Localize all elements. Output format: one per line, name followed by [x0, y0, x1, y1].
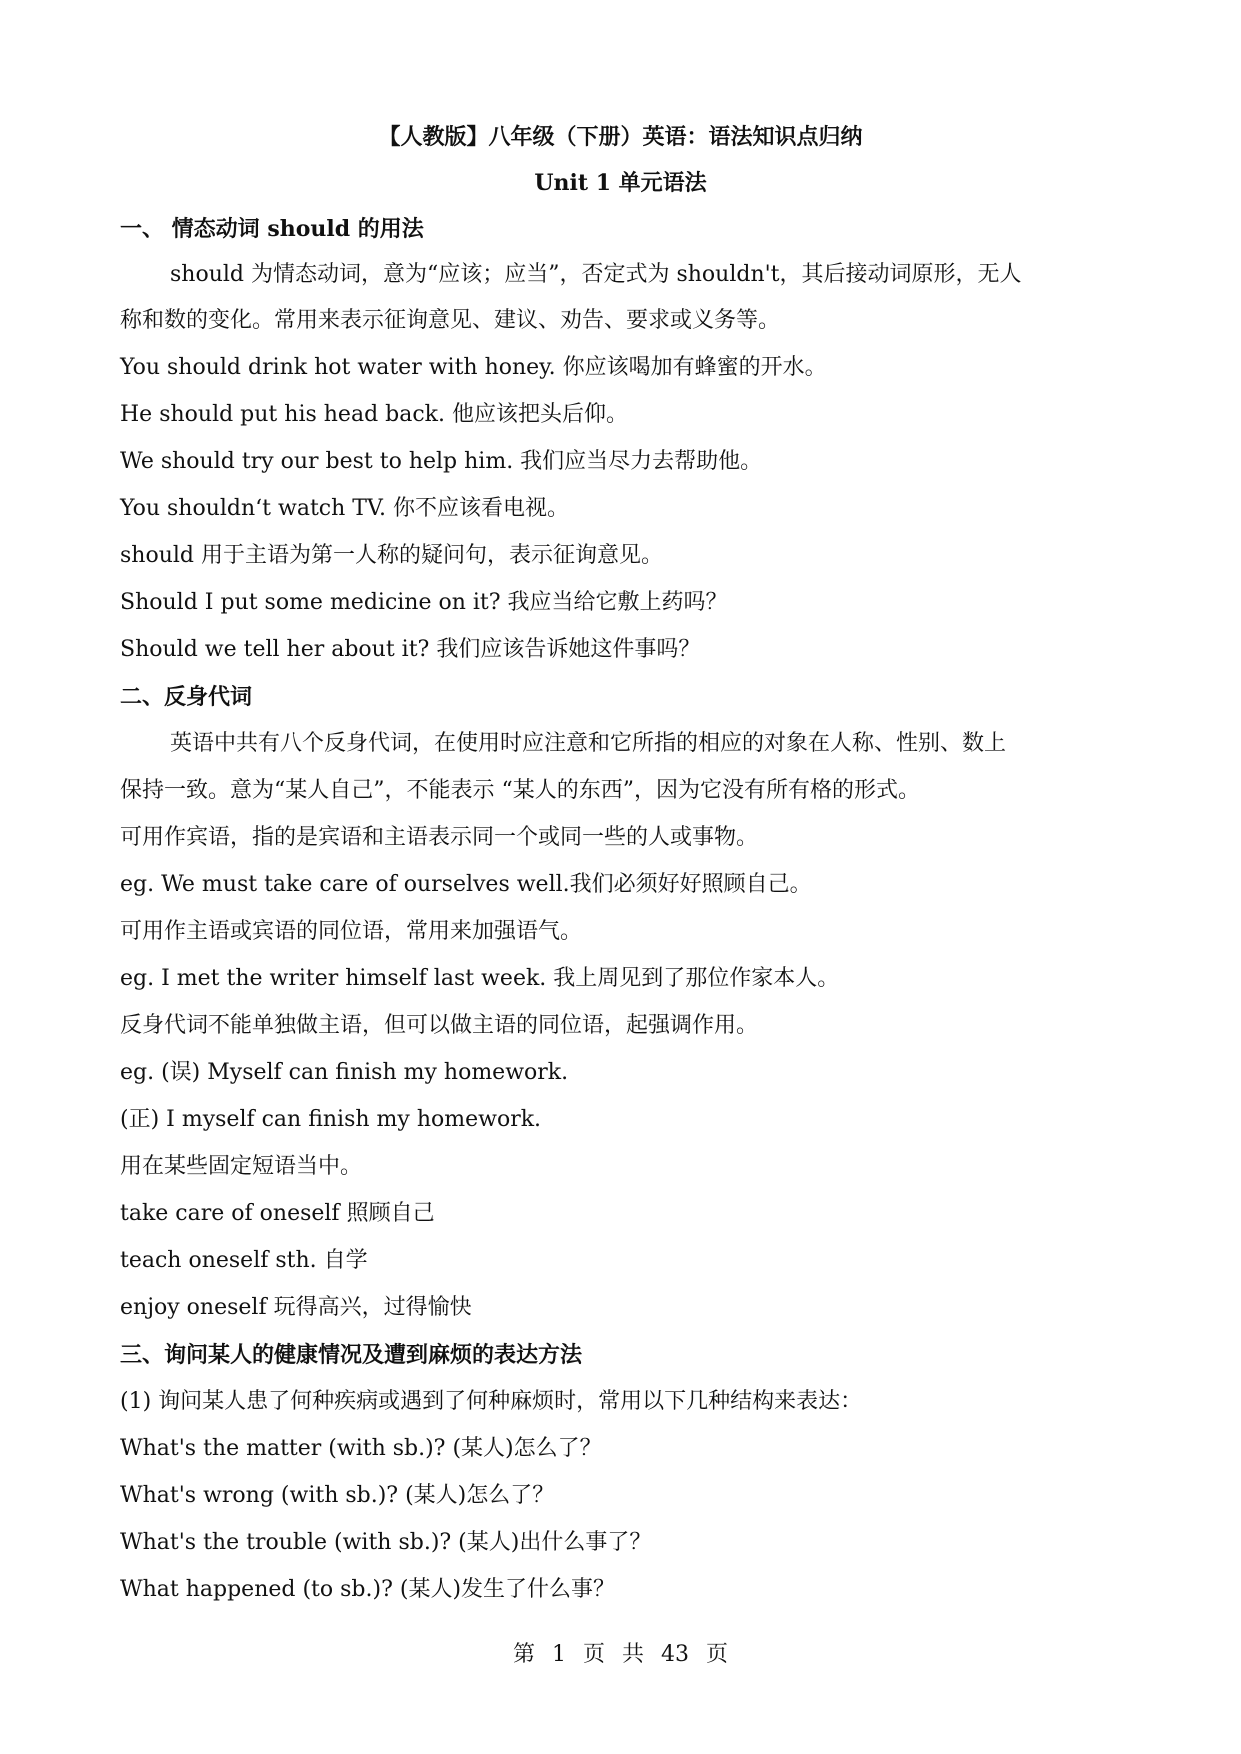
example-line: eg. I met the writer himself last week. 我上周见到了那位作家本人。	[120, 966, 840, 991]
example-line: What's wrong (with sb.)? (某人)怎么了？	[120, 1483, 555, 1508]
example-line: What's the trouble (with sb.)? (某人)出什么事了？	[120, 1530, 652, 1555]
section-heading-should: 一、 情态动词 should 的用法	[120, 216, 424, 242]
paragraph-line: (1) 询问某人患了何种疾病或遇到了何种麻烦时，常用以下几种结构来表达：	[120, 1389, 863, 1414]
paragraph-line: should 为情态动词，意为“应该；应当”，否定式为 shouldn't，其后接动词原形，无人	[170, 262, 1022, 287]
page-footer: 第 1 页 共 43 页	[513, 1642, 728, 1667]
paragraph-line: 反身代词不能单独做主语，但可以做主语的同位语，起强调作用。	[120, 1013, 759, 1038]
section-heading-health: 三、询问某人的健康情况及遭到麻烦的表达方法	[120, 1342, 583, 1368]
paragraph-line: 可用作主语或宾语的同位语，常用来加强语气。	[120, 919, 583, 944]
paragraph-line: 保持一致。意为“某人自己”，不能表示 “某人的东西”，因为它没有所有格的形式。	[120, 778, 920, 803]
example-line: What happened (to sb.)? (某人)发生了什么事？	[120, 1577, 616, 1602]
paragraph-line: 用在某些固定短语当中。	[120, 1154, 363, 1179]
paragraph-line: should 用于主语为第一人称的疑问句，表示征询意见。	[120, 543, 663, 568]
example-line: eg. We must take care of ourselves well.我们必须好好照顾自己。	[120, 872, 812, 897]
document-title: 【人教版】八年级（下册）英语：语法知识点归纳	[378, 124, 863, 150]
example-line: You shouldn‘t watch TV. 你不应该看电视。	[120, 496, 569, 521]
example-line: We should try our best to help him. 我们应当尽力去帮助他。	[120, 449, 763, 474]
example-line: (正) I myself can finish my homework.	[120, 1107, 542, 1132]
phrase-line: take care of oneself 照顾自己	[120, 1201, 435, 1226]
paragraph-line: 可用作宾语，指的是宾语和主语表示同一个或同一些的人或事物。	[120, 825, 759, 850]
example-line: You should drink hot water with honey. 你应该喝加有蜂蜜的开水。	[120, 355, 827, 380]
example-line: eg. (误) Myself can finish my homework.	[120, 1060, 569, 1085]
paragraph-line: 称和数的变化。常用来表示征询意见、建议、劝告、要求或义务等。	[120, 308, 781, 333]
example-line: Should I put some medicine on it? 我应当给它敷上药吗？	[120, 590, 728, 615]
phrase-line: enjoy oneself 玩得高兴，过得愉快	[120, 1295, 472, 1320]
example-line: Should we tell her about it? 我们应该告诉她这件事吗？	[120, 637, 701, 662]
example-line: He should put his head back. 他应该把头后仰。	[120, 402, 628, 427]
example-line: What's the matter (with sb.)? (某人)怎么了？	[120, 1436, 602, 1461]
section-heading-reflexive: 二、反身代词	[120, 684, 253, 710]
document-subtitle: Unit 1 单元语法	[534, 170, 707, 196]
paragraph-line: 英语中共有八个反身代词，在使用时应注意和它所指的相应的对象在人称、性别、数上	[170, 731, 1007, 756]
phrase-line: teach oneself sth. 自学	[120, 1248, 368, 1273]
